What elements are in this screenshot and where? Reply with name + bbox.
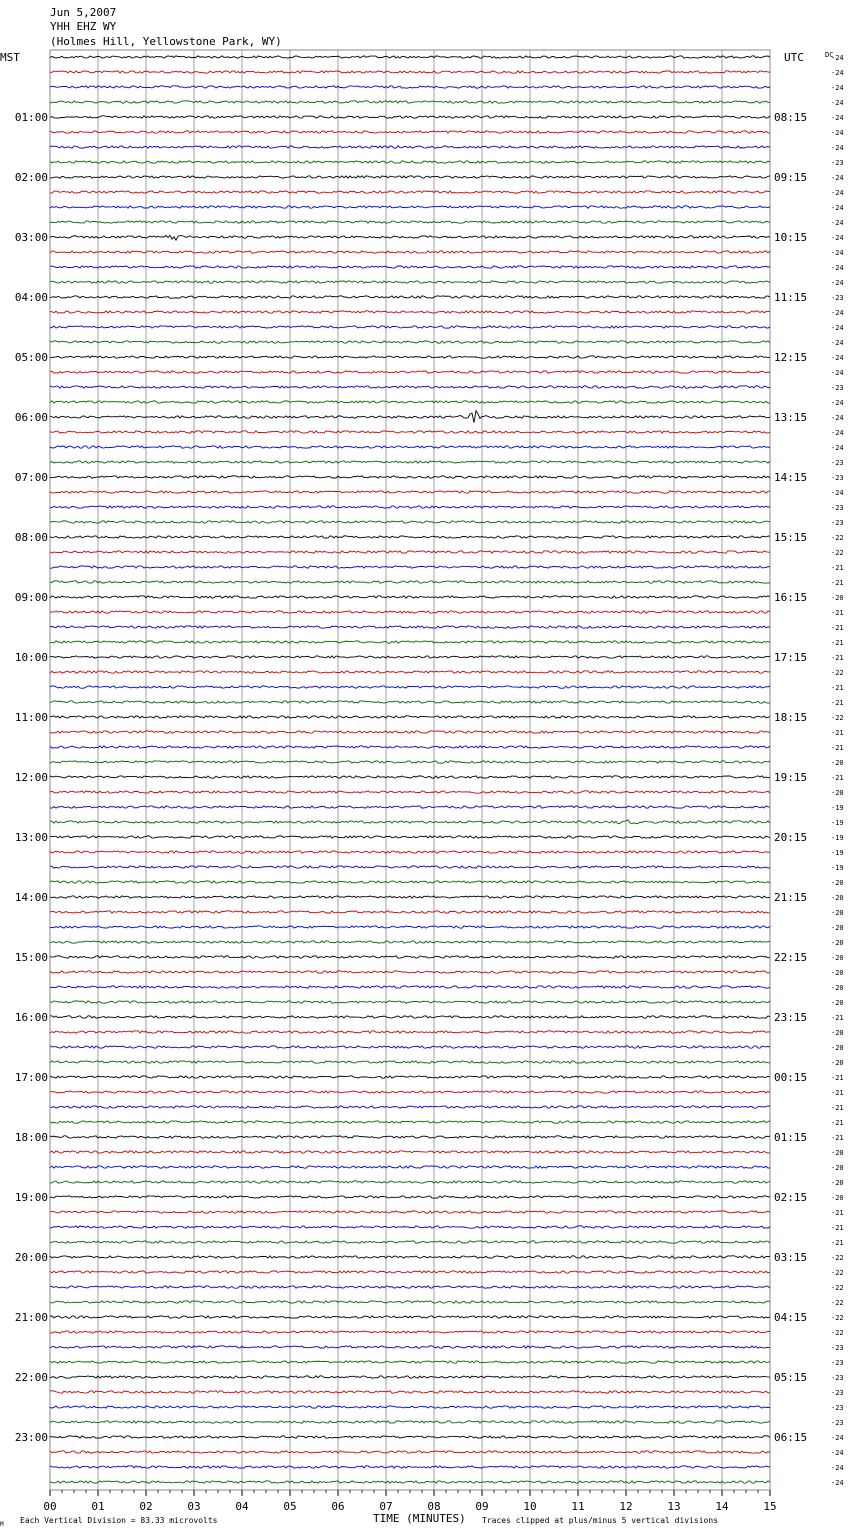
- trace-line: [50, 1406, 770, 1408]
- dc-offset-label: -21: [831, 1119, 844, 1127]
- dc-offset-label: -20: [831, 1044, 844, 1052]
- trace-line: [50, 1376, 770, 1378]
- dc-offset-label: -20: [831, 984, 844, 992]
- dc-offset-label: -24: [831, 249, 844, 257]
- mst-hour-label: 08:00: [14, 531, 48, 544]
- utc-hour-label: 08:15: [774, 111, 808, 124]
- header-station: YHH EHZ WY: [50, 20, 117, 33]
- trace-line: [50, 1016, 770, 1018]
- trace-line: [50, 1271, 770, 1273]
- dc-offset-label: -19: [831, 849, 844, 857]
- dc-offset-label: -20: [831, 594, 844, 602]
- dc-offset-label: -22: [831, 669, 844, 677]
- trace-line: [50, 411, 770, 423]
- trace-line: [50, 206, 770, 208]
- dc-offset-label: -20: [831, 1164, 844, 1172]
- trace-line: [50, 71, 770, 73]
- dc-offset-label: -24: [831, 1449, 844, 1457]
- trace-line: [50, 221, 770, 223]
- mst-hour-label: 04:00: [14, 291, 48, 304]
- trace-line: [50, 161, 770, 163]
- dc-offset-label: -24: [831, 84, 844, 92]
- utc-hour-label: 00:15: [774, 1071, 808, 1084]
- trace-line: [50, 146, 770, 148]
- utc-hour-label: 23:15: [774, 1011, 808, 1024]
- trace-line: [50, 956, 770, 958]
- utc-hour-label: 10:15: [774, 231, 808, 244]
- dc-offset-label: -23: [831, 159, 844, 167]
- x-tick-label: 10: [523, 1500, 537, 1513]
- right-timezone-label: UTC: [784, 51, 804, 64]
- dc-offset-label: -21: [831, 609, 844, 617]
- utc-hour-label: 16:15: [774, 591, 808, 604]
- dc-offset-label: -24: [831, 144, 844, 152]
- x-tick-label: 04: [235, 1500, 249, 1513]
- dc-offset-label: -21: [831, 639, 844, 647]
- dc-offset-label: -23: [831, 1389, 844, 1397]
- x-tick-label: 12: [619, 1500, 633, 1513]
- trace-line: [50, 311, 770, 313]
- trace-line: [50, 851, 770, 853]
- utc-hour-label: 01:15: [774, 1131, 808, 1144]
- trace-line: [50, 326, 770, 328]
- mst-hour-label: 14:00: [14, 891, 48, 904]
- trace-line: [50, 866, 770, 868]
- dc-offset-label: -22: [831, 714, 844, 722]
- trace-line: [50, 941, 770, 943]
- dc-offset-label: -21: [831, 699, 844, 707]
- dc-offset-label: -24: [831, 399, 844, 407]
- trace-line: [50, 746, 770, 748]
- x-tick-label: 09: [475, 1500, 489, 1513]
- x-tick-label: 07: [379, 1500, 393, 1513]
- utc-hour-label: 02:15: [774, 1191, 808, 1204]
- utc-hour-label: 22:15: [774, 951, 808, 964]
- dc-offset-label: -24: [831, 429, 844, 437]
- dc-offset-label: -24: [831, 309, 844, 317]
- x-axis-title: TIME (MINUTES): [373, 1512, 466, 1525]
- trace-line: [50, 1166, 770, 1168]
- mst-hour-label: 05:00: [14, 351, 48, 364]
- trace-line: [50, 671, 770, 673]
- dc-offset-label: -24: [831, 204, 844, 212]
- trace-line: [50, 761, 770, 763]
- x-tick-label: 11: [571, 1500, 585, 1513]
- trace-line: [50, 731, 770, 733]
- utc-hour-label: 11:15: [774, 291, 808, 304]
- utc-hour-label: 12:15: [774, 351, 808, 364]
- dc-offset-label: -21: [831, 654, 844, 662]
- trace-line: [50, 86, 770, 88]
- utc-hour-label: 15:15: [774, 531, 808, 544]
- trace-line: [50, 1211, 770, 1213]
- dc-offset-label: -20: [831, 1194, 844, 1202]
- dc-offset-label: -19: [831, 864, 844, 872]
- trace-line: [50, 686, 770, 688]
- dc-offset-label: -23: [831, 1359, 844, 1367]
- dc-offset-label: -20: [831, 999, 844, 1007]
- dc-offset-label: -24: [831, 174, 844, 182]
- dc-offset-label: -24: [831, 264, 844, 272]
- trace-line: [50, 656, 770, 658]
- dc-offset-label: -20: [831, 909, 844, 917]
- trace-line: [50, 611, 770, 613]
- trace-line: [50, 896, 770, 898]
- dc-offset-label: -20: [831, 924, 844, 932]
- dc-offset-label: -23: [831, 1419, 844, 1427]
- dc-offset-label: -20: [831, 1029, 844, 1037]
- trace-line: [50, 1181, 770, 1183]
- footer-mark: M: [0, 1521, 4, 1528]
- mst-hour-label: 13:00: [14, 831, 48, 844]
- utc-hour-label: 04:15: [774, 1311, 808, 1324]
- left-timezone-label: MST: [0, 51, 20, 64]
- dc-offset-label: -20: [831, 969, 844, 977]
- mst-hour-label: 03:00: [14, 231, 48, 244]
- trace-line: [50, 1106, 770, 1108]
- trace-line: [50, 371, 770, 373]
- mst-hour-label: 16:00: [14, 1011, 48, 1024]
- dc-offset-label: -24: [831, 1434, 844, 1442]
- dc-offset-label: -22: [831, 534, 844, 542]
- trace-line: [50, 191, 770, 193]
- dc-offset-label: -23: [831, 1404, 844, 1412]
- mst-hour-label: 19:00: [14, 1191, 48, 1204]
- trace-line: [50, 776, 770, 778]
- trace-line: [50, 1136, 770, 1138]
- header-location: (Holmes Hill, Yellowstone Park, WY): [50, 35, 282, 48]
- trace-line: [50, 235, 770, 240]
- trace-line: [50, 131, 770, 133]
- dc-offset-label: -20: [831, 759, 844, 767]
- dc-offset-label: -21: [831, 684, 844, 692]
- trace-line: [50, 506, 770, 508]
- trace-line: [50, 1346, 770, 1348]
- trace-line: [50, 641, 770, 643]
- mst-hour-label: 01:00: [14, 111, 48, 124]
- dc-offset-label: -21: [831, 1089, 844, 1097]
- utc-hour-label: 20:15: [774, 831, 808, 844]
- dc-offset-label: -22: [831, 1314, 844, 1322]
- trace-line: [50, 986, 770, 988]
- trace-line: [50, 251, 770, 253]
- dc-offset-label: -21: [831, 729, 844, 737]
- dc-offset-label: -24: [831, 69, 844, 77]
- dc-offset-label: -23: [831, 504, 844, 512]
- dc-offset-label: -21: [831, 744, 844, 752]
- trace-line: [50, 1316, 770, 1318]
- trace-line: [50, 701, 770, 703]
- dc-offset-label: -24: [831, 54, 844, 62]
- trace-line: [50, 581, 770, 583]
- trace-line: [50, 1241, 770, 1243]
- trace-line: [50, 926, 770, 928]
- dc-offset-label: -24: [831, 354, 844, 362]
- utc-hour-label: 13:15: [774, 411, 808, 424]
- mst-hour-label: 11:00: [14, 711, 48, 724]
- trace-line: [50, 1121, 770, 1123]
- trace-line: [50, 1076, 770, 1078]
- trace-line: [50, 1226, 770, 1228]
- dc-offset-label: -21: [831, 1209, 844, 1217]
- dc-offset-label: -21: [831, 564, 844, 572]
- dc-offset-label: -24: [831, 444, 844, 452]
- x-tick-label: 08: [427, 1500, 441, 1513]
- trace-line: [50, 1361, 770, 1363]
- x-tick-label: 01: [91, 1500, 105, 1513]
- trace-line: [50, 911, 770, 913]
- utc-hour-label: 14:15: [774, 471, 808, 484]
- trace-line: [50, 1301, 770, 1303]
- trace-line: [50, 476, 770, 478]
- trace-line: [50, 566, 770, 568]
- dc-offset-label: -23: [831, 474, 844, 482]
- dc-offset-label: -20: [831, 894, 844, 902]
- mst-hour-label: 10:00: [14, 651, 48, 664]
- dc-offset-label: -24: [831, 1479, 844, 1487]
- dc-offset-label: -23: [831, 519, 844, 527]
- utc-hour-label: 17:15: [774, 651, 808, 664]
- dc-offset-label: -20: [831, 1059, 844, 1067]
- trace-line: [50, 1031, 770, 1033]
- dc-offset-label: -20: [831, 879, 844, 887]
- mst-hour-label: 17:00: [14, 1071, 48, 1084]
- trace-line: [50, 521, 770, 523]
- trace-line: [50, 296, 770, 298]
- dc-offset-label: -21: [831, 1239, 844, 1247]
- dc-offset-label: -24: [831, 414, 844, 422]
- trace-line: [50, 1331, 770, 1333]
- dc-offset-label: -24: [831, 489, 844, 497]
- mst-hour-label: 18:00: [14, 1131, 48, 1144]
- utc-hour-label: 06:15: [774, 1431, 808, 1444]
- utc-hour-label: 03:15: [774, 1251, 808, 1264]
- trace-line: [50, 446, 770, 448]
- utc-hour-label: 19:15: [774, 771, 808, 784]
- trace-line: [50, 116, 770, 118]
- dc-offset-label: -24: [831, 114, 844, 122]
- trace-line: [50, 491, 770, 493]
- mst-hour-label: 06:00: [14, 411, 48, 424]
- utc-hour-label: 09:15: [774, 171, 808, 184]
- utc-hour-label: 18:15: [774, 711, 808, 724]
- trace-line: [50, 791, 770, 793]
- trace-line: [50, 1391, 770, 1393]
- dc-offset-label: -19: [831, 834, 844, 842]
- trace-line: [50, 356, 770, 358]
- mst-hour-label: 12:00: [14, 771, 48, 784]
- dc-offset-label: -20: [831, 954, 844, 962]
- trace-line: [50, 341, 770, 343]
- dc-offset-label: -24: [831, 339, 844, 347]
- footer-division-note: Each Vertical Division = 83.33 microvolts: [20, 1516, 218, 1525]
- trace-line: [50, 881, 770, 883]
- dc-offset-label: -24: [831, 234, 844, 242]
- dc-offset-label: -24: [831, 129, 844, 137]
- trace-line: [50, 431, 770, 433]
- x-tick-label: 14: [715, 1500, 729, 1513]
- dc-offset-label: -24: [831, 279, 844, 287]
- dc-offset-label: -22: [831, 1269, 844, 1277]
- dc-offset-label: -23: [831, 294, 844, 302]
- trace-line: [50, 1256, 770, 1258]
- x-tick-label: 00: [43, 1500, 57, 1513]
- trace-line: [50, 266, 770, 268]
- dc-offset-label: -22: [831, 1254, 844, 1262]
- trace-line: [50, 461, 770, 463]
- mst-hour-label: 21:00: [14, 1311, 48, 1324]
- dc-offset-label: -21: [831, 624, 844, 632]
- dc-offset-label: -20: [831, 1179, 844, 1187]
- dc-offset-label: -22: [831, 1284, 844, 1292]
- trace-line: [50, 1046, 770, 1048]
- x-tick-label: 06: [331, 1500, 345, 1513]
- trace-line: [50, 716, 770, 718]
- dc-offset-label: -23: [831, 1344, 844, 1352]
- trace-line: [50, 56, 770, 58]
- trace-line: [50, 536, 770, 538]
- dc-offset-label: -19: [831, 804, 844, 812]
- dc-offset-label: -21: [831, 1104, 844, 1112]
- trace-line: [50, 551, 770, 553]
- dc-offset-label: -24: [831, 324, 844, 332]
- dc-offset-label: -21: [831, 579, 844, 587]
- mst-hour-label: 02:00: [14, 171, 48, 184]
- trace-line: [50, 1481, 770, 1483]
- mst-hour-label: 23:00: [14, 1431, 48, 1444]
- trace-line: [50, 101, 770, 103]
- dc-offset-label: -24: [831, 1464, 844, 1472]
- dc-offset-label: -23: [831, 384, 844, 392]
- x-tick-label: 05: [283, 1500, 297, 1513]
- trace-line: [50, 176, 770, 178]
- trace-line: [50, 1451, 770, 1453]
- dc-offset-label: -22: [831, 549, 844, 557]
- dc-offset-label: -24: [831, 189, 844, 197]
- trace-line: [50, 401, 770, 403]
- dc-offset-label: -24: [831, 99, 844, 107]
- dc-label: DC: [825, 51, 834, 59]
- dc-offset-label: -21: [831, 1074, 844, 1082]
- x-tick-label: 03: [187, 1500, 201, 1513]
- trace-line: [50, 1091, 770, 1093]
- trace-line: [50, 1151, 770, 1153]
- dc-offset-label: -22: [831, 1329, 844, 1337]
- mst-hour-label: 20:00: [14, 1251, 48, 1264]
- dc-offset-label: -21: [831, 1134, 844, 1142]
- trace-line: [50, 626, 770, 628]
- dc-offset-label: -21: [831, 1014, 844, 1022]
- dc-offset-label: -22: [831, 1299, 844, 1307]
- trace-line: [50, 1196, 770, 1198]
- header-date: Jun 5,2007: [50, 6, 117, 19]
- dc-offset-label: -21: [831, 1224, 844, 1232]
- dc-offset-label: -19: [831, 819, 844, 827]
- trace-line: [50, 806, 770, 808]
- dc-offset-label: -20: [831, 939, 844, 947]
- dc-offset-label: -20: [831, 789, 844, 797]
- dc-offset-label: -20: [831, 1149, 844, 1157]
- trace-line: [50, 1001, 770, 1003]
- trace-line: [50, 836, 770, 838]
- utc-hour-label: 05:15: [774, 1371, 808, 1384]
- dc-offset-label: -21: [831, 774, 844, 782]
- trace-line: [50, 820, 770, 824]
- mst-hour-label: 09:00: [14, 591, 48, 604]
- dc-offset-label: -23: [831, 1374, 844, 1382]
- trace-line: [50, 386, 770, 388]
- x-tick-label: 02: [139, 1500, 153, 1513]
- footer-clip-note: Traces clipped at plus/minus 5 vertical divisions: [482, 1516, 719, 1525]
- trace-line: [50, 971, 770, 973]
- mst-hour-label: 07:00: [14, 471, 48, 484]
- trace-line: [50, 596, 770, 598]
- trace-line: [50, 1436, 770, 1438]
- trace-line: [50, 1421, 770, 1423]
- utc-hour-label: 21:15: [774, 891, 808, 904]
- x-tick-label: 15: [763, 1500, 777, 1513]
- mst-hour-label: 22:00: [14, 1371, 48, 1384]
- dc-offset-label: -24: [831, 369, 844, 377]
- x-tick-label: 13: [667, 1500, 681, 1513]
- trace-line: [50, 1061, 770, 1063]
- trace-line: [50, 1286, 770, 1288]
- mst-hour-label: 15:00: [14, 951, 48, 964]
- dc-offset-label: -23: [831, 459, 844, 467]
- trace-line: [50, 281, 770, 283]
- trace-line: [50, 1466, 770, 1468]
- dc-offset-label: -24: [831, 219, 844, 227]
